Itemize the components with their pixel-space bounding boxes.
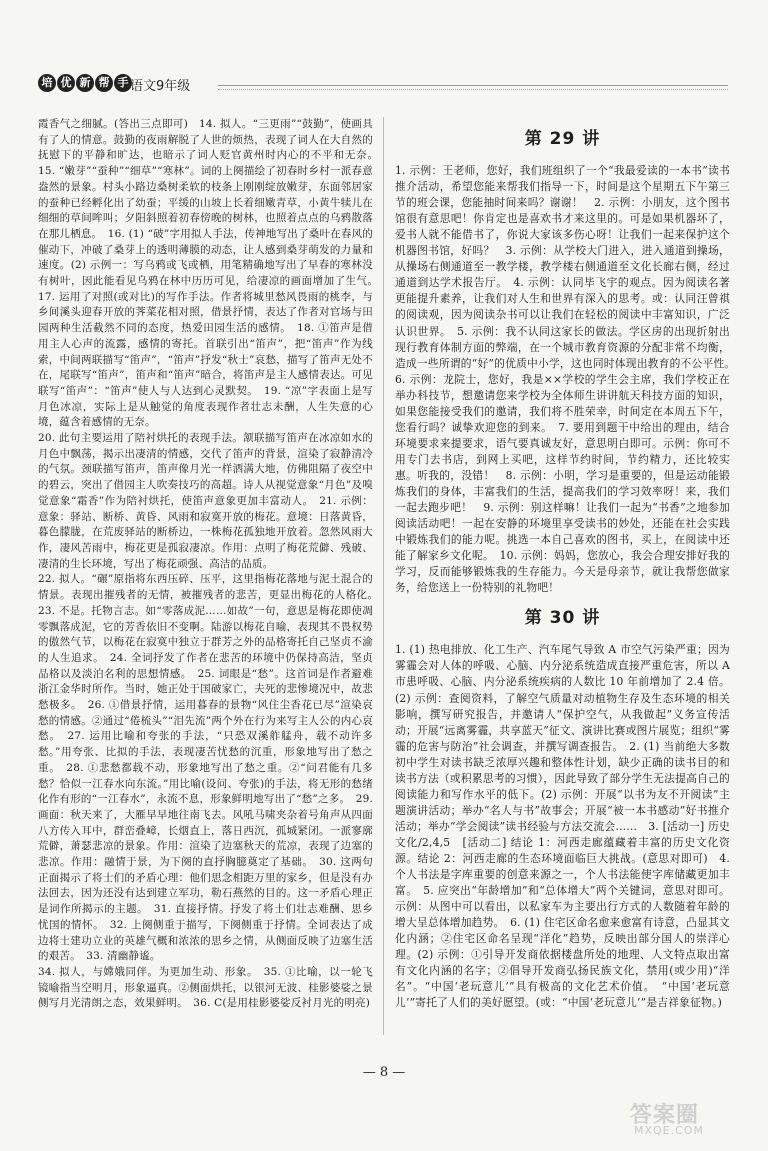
logo-char: 手	[114, 74, 132, 92]
watermark-logo	[630, 1098, 748, 1138]
page-header	[38, 74, 728, 98]
section-title-30: 第 30 讲	[524, 608, 601, 629]
header-rule-dotted	[218, 89, 728, 90]
logo-char: 优	[57, 74, 75, 92]
answer-paragraph: 34. 拟人，与嫦娥同伴。为更加生动、形象。 35. ①比喻，以一轮飞镜喻指当空明月，形象逼真。②侧面烘托，以银河无波、桂影婆娑之景侧写月光清朗之态，效果鲜明。 36. C(是用桂影婆娑反衬月光的明亮)	[38, 965, 373, 1010]
page-number: — 8 —	[362, 1065, 406, 1080]
watermark-text: 答案圈	[630, 1103, 700, 1128]
right-column	[395, 117, 741, 1011]
watermark-url: MXQE.COM	[634, 1124, 704, 1137]
answer-paragraph: 1. 示例：王老师，您好，我们班组织了一个“我最爱读的一本书”读书推介活动，希望您能来帮我们指导一下，时间是这个星期五下午第三节的班会课，您能抽时间来吗？谢谢！ 2. 示例：小朋友，这个图书馆很有意思吧！你肯定也是喜欢书才来这里的。可是如果机器坏了，爱书人就不能借书了，你说大家该多伤心呀！让我们一起来保护这个机器图书馆，好吗？ 3. 示例：从学校大门进入，进入通道到操场，从操场右侧通道至一教学楼，教学楼右侧通道至文化长廊右侧，经过通道到达学术报告厅。 4. 示例：认同毕飞宇的观点。因为阅读名著更能提升素养，让我们对人生和世界有深入的思考。或：认同汪曾祺的阅读观，因为阅读杂书可以让我们在轻松的阅读中丰富知识，广泛认识世界。 5. 示例：我不认同这家长的做法。学区房的出现折射出现行教育体制方面的弊端，在一个城市教育资源的分配非常不均衡，造成一些所谓的“好”的优质中小学，这也同时体现出教育的不公平性。 6. 示例：龙院士，您好，我是××学校的学生会主席，我们学校正在举办科技节，想邀请您来学校为全体师生讲讲航天科技方面的知识，如果您能接受我们的邀请，我们将不胜荣幸，时间定在本周五下午，您看行吗？诚挚欢迎您的到来。 7. 要用到题干中给出的理由，结合环境要求来提要求，语气要真诚友好，意思明白即可。示例：你可不用专门去书店，到网上买吧，这样节约时间，节约精力，还比较实惠。听我的，没错！ 8. 示例：小明，学习是重要的，但是运动能锻炼我们的身体，丰富我们的生活，提高我们的学习效率呀！来，我们一起去跑步吧！ 9. 示例：别这样嘛！让我们一起为“书香”之地参加阅读活动吧！一起在安静的环境里享受读书的妙处，还能在社会实践中锻炼我们的能力呢。挑选一本自己喜欢的图书，买上，在阅读中还能了解家乡文化呢。 10. 示例：妈妈，您放心，我会合理安排好我的学习，反而能够锻炼我的生存能力。今天是母亲节，就让我帮您做家务，给您送上一份特别的礼物吧！	[395, 164, 741, 595]
answer-paragraph: 1. (1) 热电排放、化工生产、汽车尾气导致 A 市空气污染严重；因为雾霾会对人体的呼吸、心脑、内分泌系统造成直接严重危害，所以 A 市患呼吸、心脑、内分泌系统疾病的人数比 10 年前增加了 2.4 倍。(2) 示例：查阅资料，了解空气质量对动植物生存及生态环境的相关影响，撰写研究报告，并邀请人“保护空气，从我做起”义务宣传活动；开展“远离雾霾，共享蓝天”征文、演讲比赛或图片展览；组织“雾霾的危害与防治”社会调查，并撰写调查报告。 2. (1) 当前绝大多数初中学生对读书缺乏浓厚兴趣和整体性计划，缺少正确的读书目的和读书方法（或积累思考的习惯），因此导致了部分学生无法提高自己的阅读能力和写作水平的低下。(2) 示例：开展“以书为友不开阅读”主题演讲活动；举办“名人与书”故事会；开展“被一本书感动”好书推介活动；举办“学会阅读”读书经验与方法交流会…… 3. [活动一] 历史文化/2,4,5 [活动二] 结论 1：河西走廊蕴藏着丰富的历史文化资源。结论 2：河西走廊的生态环境面临巨大挑战。(意思对即可) 4. 个人书法是字库重要的创意来源之一，个人书法能使字库储藏更加丰富。 5. 应突出“年龄增加”和“总体增大”两个关键词，意思对即可。示例：从图中可以看出，以私家车为主要出行方式的人数随着年龄的增大呈总体增加趋势。 6. (1) 住宅区命名愈来愈富有诗意，凸显其文化内涵；②住宅区命名呈现“洋化”趋势，反映出部分国人的崇洋心理。(2) 示例：①引导开发商依据楼盘所处的地理、人文特点取出富有文化内涵的名字；②倡导开发商弘扬民族文化，禁用(或少用)“洋名”。“中国‘老玩意儿’”具有极高的文化艺术价值。 “中国‘老玩意儿’”寄托了人们的美好愿望。(或：“中国‘老玩意儿’”是吉祥象征物。)	[395, 643, 730, 1010]
answer-paragraph: 22. 拟人。“碾”原指将东西压碎、压平，这里指梅花落地与泥土混合的情景。表现出摧残者的无情，被摧残者的悲苦，更显出梅花的人格化。 23. 不是。托物言志。如“零落成泥……如故”一句，意思是梅花即使凋零飘落成泥，它的芳香依旧不变啊。陆游以梅花自喻，表现其不畏权势的傲然气节，以梅花在寂寞中独立于群芳之外的品格寄托自己坚贞不渝的人生追求。 24. 全词抒发了作者在悲苦的环境中仍保持高洁，坚贞品格以及淡泊名利的思想情感。 25. 词眼是“愁”。这首词是作者避难浙江金华时所作。当时，她正处于国破家亡，夫死的悲惨境况中，故悲愁极多。 26. ①借景抒情，运用暮春的景物“风住尘香花已尽”渲染哀愁的情感。②通过“倦梳头”“泪先流”两个外在行为来写主人公的内心哀愁。 27. 运用比喻和夸张的手法，“只恐双溪舴艋舟，载不动许多愁。”用夸张、比拟的手法，表现凄苦忧愁的沉重，形象地写出了愁之重。 28. ①悲愁都载不动，形象地写出了愁之重。②“问君能有几多愁？恰似一江春水向东流。”用比喻(设问、夸张)的手法，将无形的愁绪化作有形的“一江春水”，永流不息，形象鲜明地写出了“愁”之多。 29. 画面：秋天来了，大雁早早地往南飞去。风吼马啸夹杂着号角声从四面八方传入耳中，群峦叠嶂，长烟直上，落日西沉，孤城紧闭。一派寥廓荒僻，萧瑟悲凉的景象。作用：渲染了边塞秋天的荒凉，表现了边塞的悲凉。作用：融情于景，为下阕的直抒胸臆奠定了基础。 30. 这两句正面揭示了将士们的矛盾心理：他们思念相距万里的家乡，但是没有办法回去，因为还没有达到建立军功，勒石燕然的目的。这一矛盾心理正是词作所揭示的主题。 31. 直接抒情。抒发了将士们壮志难酬、思乡忧国的情怀。 32. 上阕侧重于描写，下阕侧重于抒情。全词表达了成边将士建功立业的英雄气概和浓浓的思乡之情，从侧面反映了边塞生活的艰苦。 33. 清幽静谧。	[38, 573, 384, 963]
section-title-29: 第 29 讲	[524, 129, 601, 149]
subject-grade-label: 语文9年级	[130, 79, 191, 94]
header-rule	[218, 85, 728, 86]
logo-char: 新	[76, 74, 94, 92]
answer-paragraph: 20. 此句主要运用了陪衬烘托的表现手法。颔联描写笛声在冰凉如水的月色中飘荡，揭示出凄清的情感，交代了笛声的背景，渲染了寂静清冷的气氛。颈联描写笛声，笛声像月光一样洒满大地，仿佛阻隔了夜空中的碧云，突出了借园主人吹奏技巧的高超。诗人从视觉意象“月色”及嗅觉意象“霜香”作为陪衬烘托，使笛声意象更加丰富动人。 21. 示例：意象：驿站、断桥、黄昏、风雨和寂寞开放的梅花。意境：日落黄昏，暮色朦胧，在荒废驿站的断桥边，一株梅花孤独地开放着。忽然风雨大作，凄风苦雨中，梅花更是孤寂凄凉。作用：点明了梅花荒僻、残破、凄清的生长环境，写出了梅花顽强、高洁的品质。	[38, 432, 373, 570]
series-logo	[38, 74, 133, 92]
left-column	[38, 117, 384, 1012]
answer-paragraph: 霞香气之细腻。(答出三点即可) 14. 拟人。“三更雨”“鼓勤”，使画具有了人的情意。鼓勤的夜雨解脱了人世的烦热，表现了词人在大自然的抚慰下的平静和旷达，也暗示了词人贬官黄州时内心的不平和无奈。 15. “嫩芽”“蚕种”“细草”“寒林”。词的上阕描绘了初春时乡村一派春意盎然的景象。村头小路边桑树柔软的枝条上刚刚绽放嫩芽，东面邻居家的蚕种已经孵化出了幼蚕；平缓的山坡上长着细嫩青草，小黄牛犊儿在细细的草间哞叫；夕阳斜照着初春傍晚的树林，也照着点点的乌鸦散落在那儿栖息。 16. (1) “破”字用拟人手法，传神地写出了桑叶在春风的催动下，冲破了桑芽上的透明薄膜的动态，让人感到桑芽萌发的力量和速度。(2) 示例一：写乌鸦或飞或栖，用笔精确地写出了早春的寒林没有树叶，因此能看见乌鸦在林中历历可见，给凄凉的画面增加了生气。 17. 运用了对照(或对比)的写作手法。作者将城里愁风畏雨的桃李，与乡间溪头迎春开放的荠菜花相对照，借景抒情，表达了作者对官场与田园两种生活截然不同的态度，热爱田园生活的感情。 18. ①笛声是借用主人心声的流露，感情的寄托。首联引出“笛声”，把“笛声”作为线索，中间两联描写“笛声”，“笛声”抒发“秋士”哀愁，描写了笛声无处不在，尾联写“笛声”，笛声和“笛声”暗合，将笛声是主人感情表达。可见联写“笛声”：“笛声”使人与人达到心灵默契。 19. “凉”字表面上是写月色冰凉，实际上是从触觉的角度表现作者壮志未酬，人生失意的心境，蕴含着感情的无奈。	[38, 118, 384, 429]
column-divider	[383, 117, 384, 1035]
logo-char: 培	[38, 74, 56, 92]
logo-char: 帮	[95, 74, 113, 92]
